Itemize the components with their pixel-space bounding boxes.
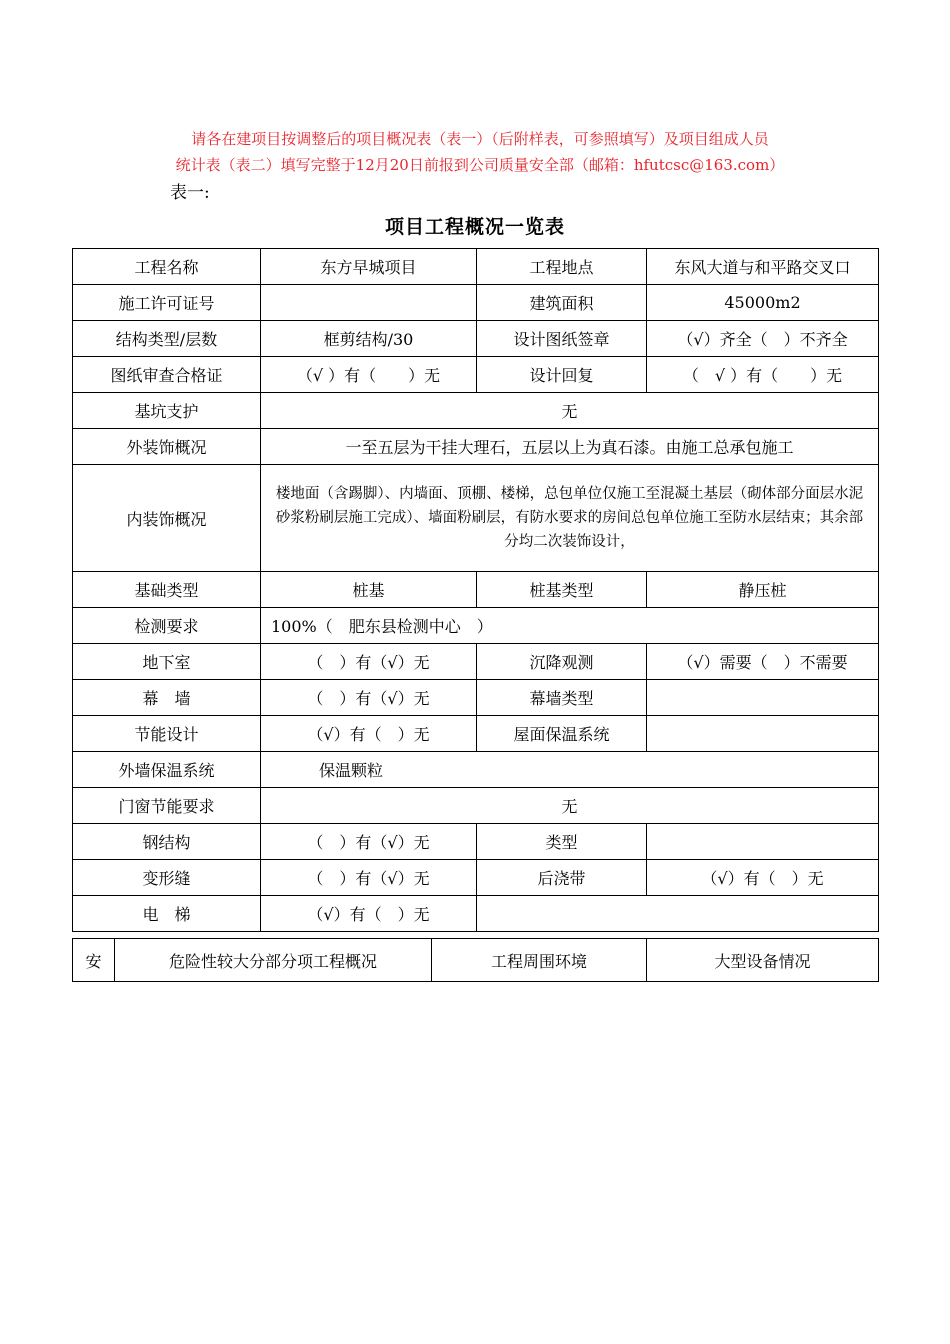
basement-label: 地下室 [73, 644, 261, 680]
table-row [73, 939, 879, 982]
table-row [73, 752, 879, 788]
settlement-label: 沉降观测 [477, 644, 647, 680]
safety-table [72, 938, 879, 982]
settlement-value: （√）需要（ ）不需要 [647, 644, 879, 680]
notice-line-1: 请各在建项目按调整后的项目概况表（表一）（后附样表，可参照填写）及项目组成人员 [191, 130, 769, 148]
project-overview-table [72, 248, 879, 932]
pit-support-value: 无 [261, 393, 879, 429]
permit-label: 施工许可证号 [73, 285, 261, 321]
design-reply-value: （ √ ）有（ ）无 [647, 357, 879, 393]
table-row [73, 572, 879, 608]
interior-value: 楼地面（含踢脚）、内墙面、顶棚、楼梯，总包单位仅施工至混凝土基层（砌体部分面层水泥砂浆粉刷层施工完成）、墙面粉刷层，有防水要求的房间总包单位施工至防水层结束；其余部分均二次装饰设计， [261, 465, 879, 572]
area-label: 建筑面积 [477, 285, 647, 321]
area-value: 45000m2 [647, 285, 879, 321]
roof-insulation-label: 屋面保温系统 [477, 716, 647, 752]
drawing-seal-label: 设计图纸签章 [477, 321, 647, 357]
table-row [73, 321, 879, 357]
safety-label: 安 [73, 939, 115, 982]
curtain-wall-value: （ ）有（√）无 [261, 680, 477, 716]
interior-label: 内装饰概况 [73, 465, 261, 572]
table-row [73, 465, 879, 572]
table-row [73, 788, 879, 824]
type-value [647, 824, 879, 860]
table-row [73, 608, 879, 644]
equipment-header: 大型设备情况 [647, 939, 879, 982]
empty-cell [477, 896, 879, 932]
energy-value: （√）有（ ）无 [261, 716, 477, 752]
location-value: 东风大道与和平路交叉口 [647, 249, 879, 285]
notice-line-2: 统计表（表二）填写完整于12月20日前报到公司质量安全部（邮箱：hfutcsc@163.com） [175, 156, 785, 174]
basement-value: （ ）有（√）无 [261, 644, 477, 680]
table-row [73, 285, 879, 321]
table-row [73, 860, 879, 896]
post-pour-label: 后浇带 [477, 860, 647, 896]
project-name-value: 东方早城项目 [261, 249, 477, 285]
curtain-wall-label: 幕 墙 [73, 680, 261, 716]
wall-insulation-label: 外墙保温系统 [73, 752, 261, 788]
project-name-label: 工程名称 [73, 249, 261, 285]
curtain-type-label: 幕墙类型 [477, 680, 647, 716]
table-label: 表一: [170, 183, 210, 203]
type-label: 类型 [477, 824, 647, 860]
pile-type-label: 桩基类型 [477, 572, 647, 608]
table-row [73, 429, 879, 465]
elevator-label: 电 梯 [73, 896, 261, 932]
exterior-value: 一至五层为干挂大理石，五层以上为真石漆。由施工总承包施工 [261, 429, 879, 465]
page-title: 项目工程概况一览表 [384, 216, 565, 238]
exterior-label: 外装饰概况 [73, 429, 261, 465]
submission-notice [120, 126, 840, 178]
table-row [73, 644, 879, 680]
pile-type-value: 静压桩 [647, 572, 879, 608]
window-energy-value: 无 [261, 788, 879, 824]
table-row [73, 680, 879, 716]
table-row [73, 357, 879, 393]
table-row [73, 896, 879, 932]
table-row [73, 824, 879, 860]
testing-label: 检测要求 [73, 608, 261, 644]
joint-value: （ ）有（√）无 [261, 860, 477, 896]
review-cert-label: 图纸审查合格证 [73, 357, 261, 393]
foundation-label: 基础类型 [73, 572, 261, 608]
design-reply-label: 设计回复 [477, 357, 647, 393]
wall-insulation-value: 保温颗粒 [261, 752, 879, 788]
roof-insulation-value [647, 716, 879, 752]
steel-value: （ ）有（√）无 [261, 824, 477, 860]
table-row [73, 249, 879, 285]
joint-label: 变形缝 [73, 860, 261, 896]
elevator-value: （√）有（ ）无 [261, 896, 477, 932]
structure-value: 框剪结构/30 [261, 321, 477, 357]
foundation-value: 桩基 [261, 572, 477, 608]
pit-support-label: 基坑支护 [73, 393, 261, 429]
curtain-type-value [647, 680, 879, 716]
window-energy-label: 门窗节能要求 [73, 788, 261, 824]
drawing-seal-value: （√）齐全（ ）不齐全 [647, 321, 879, 357]
testing-value: 100%（ 肥东县检测中心 ） [261, 608, 879, 644]
post-pour-value: （√）有（ ）无 [647, 860, 879, 896]
energy-label: 节能设计 [73, 716, 261, 752]
hazard-header: 危险性较大分部分项工程概况 [115, 939, 432, 982]
steel-label: 钢结构 [73, 824, 261, 860]
environment-header: 工程周围环境 [432, 939, 647, 982]
table-row [73, 393, 879, 429]
table-row [73, 716, 879, 752]
location-label: 工程地点 [477, 249, 647, 285]
permit-value [261, 285, 477, 321]
review-cert-value: （√ ）有（ ）无 [261, 357, 477, 393]
structure-label: 结构类型/层数 [73, 321, 261, 357]
